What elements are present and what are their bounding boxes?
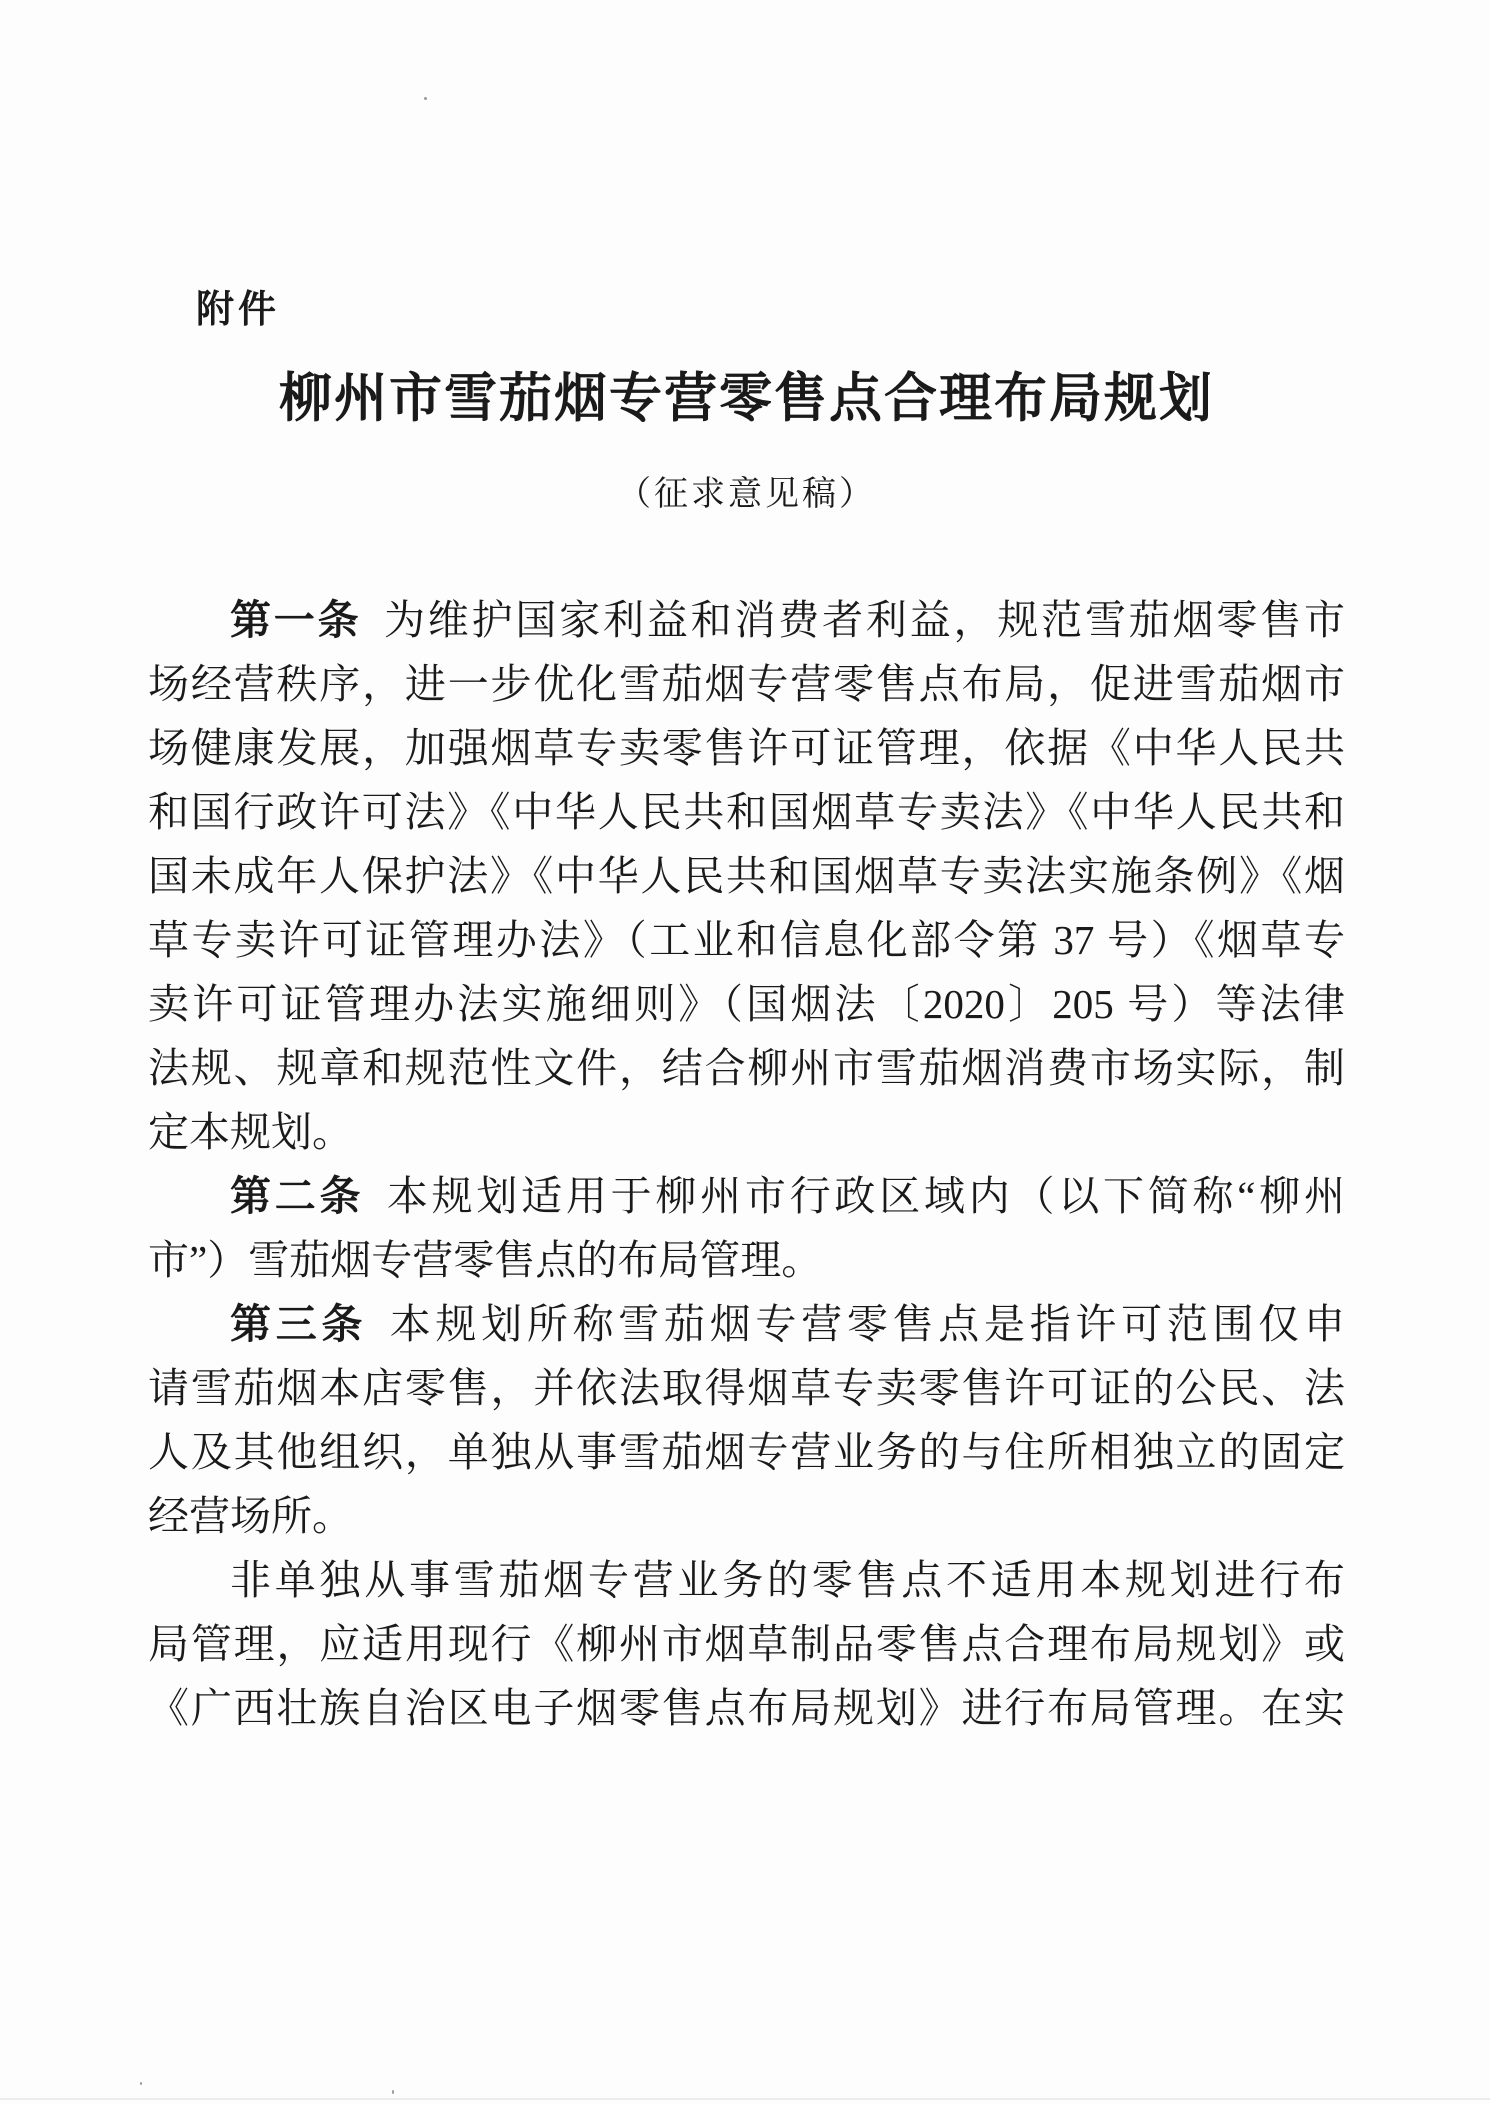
text-line <box>148 1356 1345 1420</box>
article-number: 第二条 <box>230 1173 365 1219</box>
text-line <box>148 908 1345 972</box>
text-line <box>148 588 1345 652</box>
line-text: 草专卖许可证管理办法》（工业和信息化部令第 37 号）《烟草专 <box>148 917 1345 963</box>
text-line <box>148 1164 1345 1228</box>
text-line <box>148 844 1345 908</box>
line-text: 本规划适用于柳州市行政区域内（以下简称“柳州 <box>386 1173 1345 1219</box>
text-line <box>148 652 1345 716</box>
scan-speck <box>424 97 427 100</box>
line-text: 《广西壮族自治区电子烟零售点布局规划》进行布局管理。在实 <box>148 1685 1345 1731</box>
scan-bottom-edge <box>0 2098 1490 2100</box>
text-line <box>148 1676 1345 1740</box>
line-text: 人及其他组织，单独从事雪茄烟专营业务的与住所相独立的固定 <box>148 1429 1345 1475</box>
text-line <box>148 1420 1345 1484</box>
article-number: 第一条 <box>230 597 362 643</box>
line-text: 市”）雪茄烟专营零售点的布局管理。 <box>148 1237 823 1283</box>
line-text: 卖许可证管理办法实施细则》（国烟法〔2020〕205 号）等法律 <box>148 981 1345 1027</box>
article-number: 第三条 <box>230 1301 368 1347</box>
text-line <box>148 1484 1345 1548</box>
document-title: 柳州市雪茄烟专营零售点合理布局规划 <box>279 369 1214 428</box>
line-text: 国未成年人保护法》《中华人民共和国烟草专卖法实施条例》《烟 <box>148 853 1345 899</box>
line-text: 定本规划。 <box>148 1109 353 1155</box>
document-subtitle: （征求意见稿） <box>617 476 876 513</box>
text-line <box>148 716 1345 780</box>
attachment-label: 附件 <box>196 289 281 331</box>
line-text: 经营场所。 <box>148 1493 353 1539</box>
line-text: 和国行政许可法》《中华人民共和国烟草专卖法》《中华人民共和 <box>148 789 1345 835</box>
text-line <box>148 1036 1345 1100</box>
line-text: 本规划所称雪茄烟专营零售点是指许可范围仅申 <box>389 1301 1346 1347</box>
text-line <box>148 780 1345 844</box>
line-text: 场经营秩序，进一步优化雪茄烟专营零售点布局，促进雪茄烟市 <box>148 661 1345 707</box>
text-line <box>148 1228 1345 1292</box>
scan-speck <box>140 2082 142 2085</box>
text-line <box>148 1292 1345 1356</box>
document-body <box>148 588 1345 1740</box>
text-line <box>148 1100 1345 1164</box>
line-text: 法规、规章和规范性文件，结合柳州市雪茄烟消费市场实际，制 <box>148 1045 1345 1091</box>
line-text: 场健康发展，加强烟草专卖零售许可证管理，依据《中华人民共 <box>148 725 1345 771</box>
line-text: 局管理，应适用现行《柳州市烟草制品零售点合理布局规划》或 <box>148 1621 1345 1667</box>
line-text: 为维护国家利益和消费者利益，规范雪茄烟零售市 <box>383 597 1346 643</box>
text-line <box>148 972 1345 1036</box>
text-line <box>148 1548 1345 1612</box>
line-text: 请雪茄烟本店零售，并依法取得烟草专卖零售许可证的公民、法 <box>148 1365 1345 1411</box>
scan-speck <box>392 2090 394 2094</box>
line-text: 非单独从事雪茄烟专营业务的零售点不适用本规划进行布 <box>230 1557 1345 1603</box>
text-line <box>148 1612 1345 1676</box>
